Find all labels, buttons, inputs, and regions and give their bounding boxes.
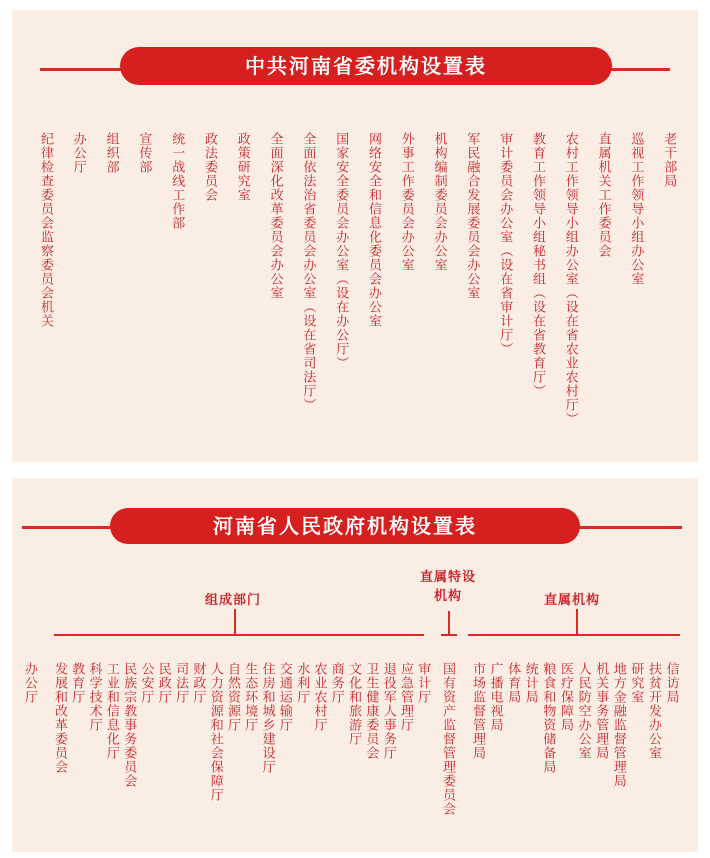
party-unit: 国家安全委员会办公室（设在办公厅） xyxy=(333,132,349,370)
gov-component-unit: 审计厅 xyxy=(415,662,431,704)
group-label-components: 组成部门 xyxy=(204,593,261,608)
gov-direct-unit: 广播电视局 xyxy=(487,662,503,732)
gov-direct-unit: 机关事务管理局 xyxy=(593,662,609,760)
gov-direct-unit: 信访局 xyxy=(663,662,679,704)
party-unit: 组织部 xyxy=(103,132,119,174)
gov-component-unit: 公安厅 xyxy=(138,662,154,704)
gov-direct-unit: 体育局 xyxy=(505,662,521,704)
gov-component-unit: 住房和城乡建设厅 xyxy=(259,662,275,774)
gov-unit-office: 办公厅 xyxy=(22,662,37,704)
gov-component-unit: 退役军人事务厅 xyxy=(380,662,396,760)
gov-component-unit: 科学技术厅 xyxy=(86,662,102,732)
party-unit: 宣传部 xyxy=(136,132,152,174)
gov-component-unit: 人力资源和社会保障厅 xyxy=(207,662,223,802)
group-label-special: 直属特设机构 xyxy=(420,570,477,604)
gov-component-unit: 教育厅 xyxy=(69,662,85,704)
party-unit: 直属机关工作委员会 xyxy=(595,132,611,258)
group-label-direct: 直属机构 xyxy=(543,593,600,608)
gov-direct-unit: 市场监督管理局 xyxy=(470,662,485,760)
gov-component-unit: 交通运输厅 xyxy=(276,662,292,732)
gov-component-unit: 生态环境厅 xyxy=(242,662,258,732)
gov-component-unit: 发展和改革委员会 xyxy=(52,662,67,774)
gov-direct-unit: 人民防空办公室 xyxy=(575,662,591,760)
gov-component-unit: 财政厅 xyxy=(190,662,206,704)
gov-direct-unit: 粮食和物资储备局 xyxy=(540,662,556,774)
gov-component-unit: 民政厅 xyxy=(155,662,171,704)
special-connector xyxy=(448,611,450,635)
direct-bracket-line xyxy=(468,634,680,636)
party-unit: 办公厅 xyxy=(70,132,86,174)
party-unit: 教育工作领导小组秘书组（设在省教育厅） xyxy=(530,132,545,398)
gov-direct-unit: 扶贫开发办公室 xyxy=(646,662,661,760)
gov-org-panel xyxy=(12,478,698,852)
gov-special-unit: 国有资产监督管理委员会 xyxy=(440,662,455,816)
party-unit: 巡视工作领导小组办公室 xyxy=(628,132,644,286)
gov-direct-unit: 医疗保障局 xyxy=(558,662,573,732)
party-unit: 外事工作委员会办公室 xyxy=(398,132,414,272)
gov-component-unit: 卫生健康委员会 xyxy=(363,662,379,760)
gov-direct-unit: 研究室 xyxy=(628,662,644,704)
party-unit: 统一战线工作部 xyxy=(169,132,185,230)
party-unit: 政法委员会 xyxy=(202,132,217,202)
gov-component-unit: 应急管理厅 xyxy=(398,662,413,732)
gov-direct-unit: 统计局 xyxy=(522,662,538,704)
party-title-banner: 中共河南省委机构设置表 xyxy=(120,47,612,85)
gov-component-unit: 工业和信息化厅 xyxy=(103,662,119,760)
direct-connector xyxy=(576,609,578,635)
party-unit: 农村工作领导小组办公室（设在省农业农村厅） xyxy=(562,132,578,426)
party-unit: 全面依法治省委员会办公室（设在省司法厅） xyxy=(300,132,316,412)
party-unit: 政策研究室 xyxy=(234,132,250,202)
party-org-panel xyxy=(12,10,698,462)
gov-title-banner: 河南省人民政府机构设置表 xyxy=(110,508,580,544)
party-unit: 全面深化改革委员会办公室 xyxy=(267,132,283,300)
gov-direct-unit: 地方金融监督管理局 xyxy=(610,662,626,788)
components-connector xyxy=(234,609,236,635)
gov-component-unit: 司法厅 xyxy=(173,662,189,704)
gov-component-unit: 文化和旅游厅 xyxy=(346,662,362,746)
gov-component-unit: 商务厅 xyxy=(328,662,344,704)
party-unit: 机构编制委员会办公室 xyxy=(431,132,447,272)
party-unit: 审计委员会办公室（设在省审计厅） xyxy=(497,132,513,356)
special-bracket-line xyxy=(441,634,457,636)
party-unit: 纪律检查委员会监察委员会机关 xyxy=(38,132,53,328)
party-unit: 网络安全和信息化委员会办公室 xyxy=(366,132,381,328)
gov-component-unit: 自然资源厅 xyxy=(225,662,240,732)
party-unit: 军民融合发展委员会办公室 xyxy=(464,132,480,300)
party-unit: 老干部局 xyxy=(661,132,677,188)
gov-component-unit: 民族宗教事务委员会 xyxy=(121,662,137,788)
components-bracket-line xyxy=(54,634,424,636)
gov-component-unit: 水利厅 xyxy=(294,662,310,704)
gov-component-unit: 农业农村厅 xyxy=(311,662,327,732)
